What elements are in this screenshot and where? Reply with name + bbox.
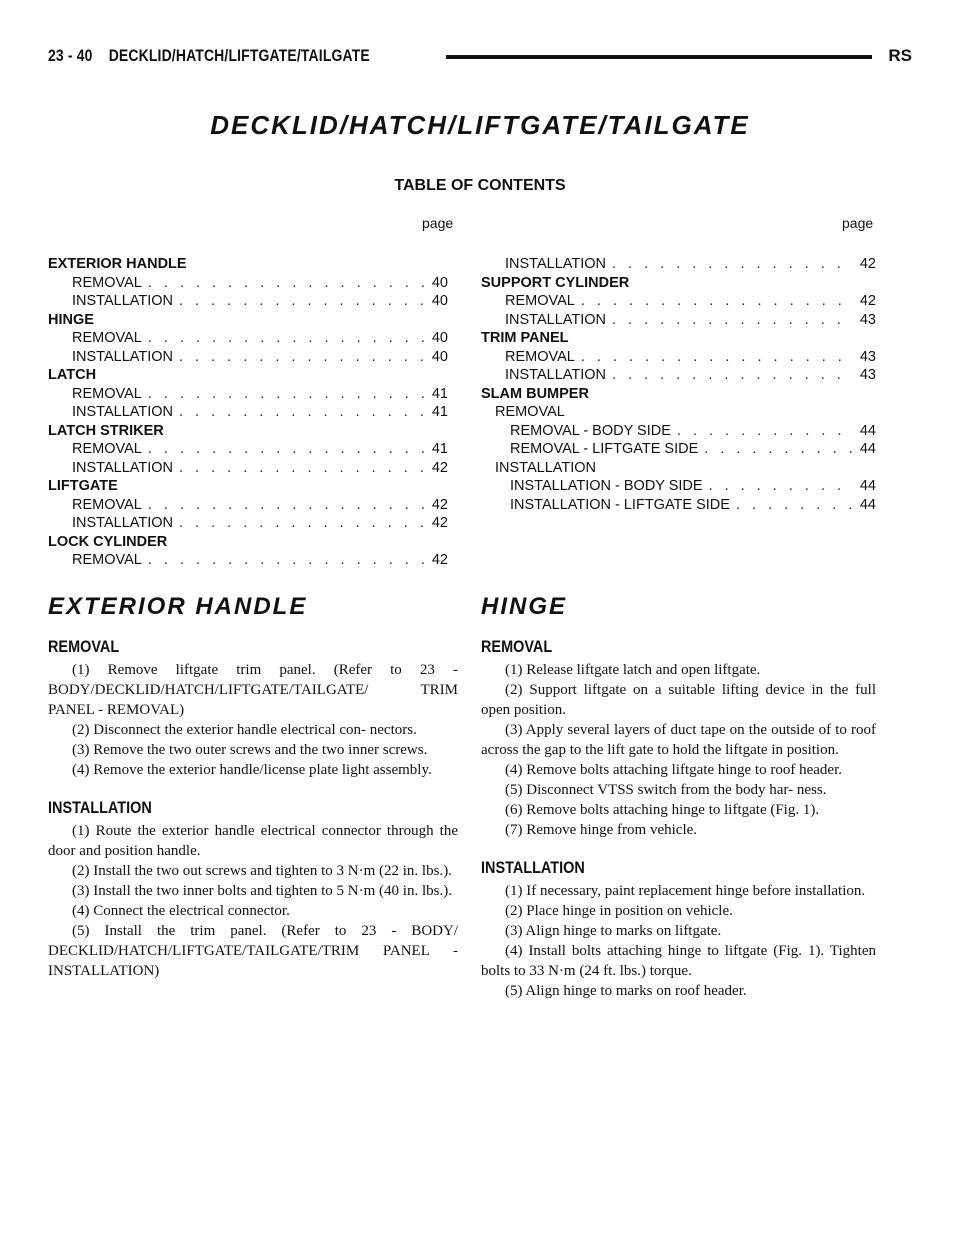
procedure-step: (1) Remove liftgate trim panel. (Refer to 23 - BODY/DECKLID/HATCH/LIFTGATE/TAILGATE/ TRIM PANEL - REMOVAL) [48,662,458,718]
toc-entry[interactable]: INSTALLATION . . . 40 [48,292,448,311]
toc-entry[interactable]: REMOVAL . . . 41 [48,440,448,459]
toc-entry[interactable]: REMOVAL - BODY SIDE . . . 44 [481,422,876,441]
procedure-step: (4) Remove bolts attaching liftgate hinge to roof header. [505,762,842,778]
toc-entry[interactable]: HINGE [48,311,94,328]
toc-entry[interactable]: REMOVAL . . . 42 [48,496,448,515]
toc-entry[interactable]: INSTALLATION - LIFTGATE SIDE . . . 44 [481,496,876,515]
procedure-step: (1) Release liftgate latch and open liftgate. [505,662,761,678]
toc-entry[interactable]: INSTALLATION . . . 42 [48,459,448,478]
installation-heading: INSTALLATION [48,798,152,817]
toc-entry[interactable]: REMOVAL . . . 41 [48,385,448,404]
procedure-step: (1) If necessary, paint replacement hinge before installation. [505,883,866,899]
procedure-step: (5) Install the trim panel. (Refer to 23 - BODY/ DECKLID/HATCH/LIFTGATE/TAILGATE/TRIM PANEL - INSTALLATION) [48,923,458,979]
toc-title: TABLE OF CONTENTS [394,177,566,194]
toc-entry[interactable]: INSTALLATION . . . 41 [48,403,448,422]
removal-heading: REMOVAL [481,637,553,656]
procedure-step: (1) Route the exterior handle electrical connector through the door and position handle. [48,823,458,859]
toc-entry[interactable]: INSTALLATION . . . 42 [48,514,448,533]
header-code: RS [888,46,912,65]
toc-entry[interactable]: INSTALLATION [495,459,596,476]
procedure-step: (4) Install bolts attaching hinge to liftgate (Fig. 1). Tighten bolts to 33 N·m (24 ft. lbs.) torque. [481,943,876,979]
procedure-step: (6) Remove bolts attaching hinge to liftgate (Fig. 1). [505,802,820,818]
toc-entry[interactable]: SUPPORT CYLINDER [481,274,630,291]
toc-left-column [48,255,448,570]
section-heading: EXTERIOR HANDLE [48,593,308,620]
toc-entry[interactable]: REMOVAL . . . 42 [48,551,448,570]
header-left [48,46,370,66]
procedure-step: (2) Place hinge in position on vehicle. [505,903,733,919]
page-header [48,46,912,74]
toc-entry[interactable]: INSTALLATION . . . 42 [481,255,876,274]
toc-entry[interactable]: LOCK CYLINDER [48,533,168,550]
toc-entry[interactable]: REMOVAL . . . 42 [481,292,876,311]
toc-right-column [481,255,876,514]
toc-entry[interactable]: EXTERIOR HANDLE [48,256,187,272]
toc-entry[interactable]: TRIM PANEL [481,330,569,346]
toc-entry[interactable]: INSTALLATION . . . 43 [481,311,876,330]
procedure-step: (7) Remove hinge from vehicle. [505,822,698,838]
procedure-step: (3) Install the two inner bolts and tighten to 5 N·m (40 in. lbs.). [72,883,452,899]
toc-entry[interactable]: INSTALLATION - BODY SIDE . . . 44 [481,477,876,496]
toc-page-label-left: page [422,215,454,231]
installation-heading: INSTALLATION [481,858,585,877]
toc-entry[interactable]: REMOVAL - LIFTGATE SIDE . . . 44 [481,440,876,459]
exterior-handle-section [48,593,458,981]
section-heading: HINGE [481,593,568,620]
hinge-section [481,593,876,1001]
procedure-step: (5) Disconnect VTSS switch from the body har- ness. [505,782,827,798]
procedure-step: (3) Remove the two outer screws and the two inner screws. [72,742,428,758]
toc-entry[interactable]: INSTALLATION . . . 43 [481,366,876,385]
toc-entry[interactable]: INSTALLATION . . . 40 [48,348,448,367]
toc-entry[interactable]: SLAM BUMPER [481,385,589,402]
toc-entry[interactable]: LATCH [48,367,97,383]
toc-entry[interactable]: REMOVAL . . . 43 [481,348,876,367]
procedure-step: (3) Align hinge to marks on liftgate. [505,923,722,939]
header-page-ref: 23 - 40 [48,46,93,65]
procedure-step: (2) Disconnect the exterior handle electrical con- nectors. [72,722,417,738]
procedure-step: (2) Install the two out screws and tighten to 3 N·m (22 in. lbs.). [72,863,452,879]
header-section: DECKLID/HATCH/LIFTGATE/TAILGATE [108,46,370,65]
procedure-step: (2) Support liftgate on a suitable lifting device in the full open position. [481,682,876,718]
removal-heading: REMOVAL [48,637,120,656]
procedure-step: (5) Align hinge to marks on roof header. [505,983,747,999]
procedure-step: (4) Remove the exterior handle/license plate light assembly. [72,762,432,778]
document-title: DECKLID/HATCH/LIFTGATE/TAILGATE [210,110,750,140]
toc-entry[interactable]: LIFTGATE [48,478,118,494]
toc-entry[interactable]: REMOVAL . . . 40 [48,274,448,293]
toc-page-label-right: page [842,215,874,231]
procedure-step: (4) Connect the electrical connector. [72,903,290,919]
toc-entry[interactable]: REMOVAL [495,404,565,420]
toc-entry[interactable]: LATCH STRIKER [48,422,164,439]
toc-entry[interactable]: REMOVAL . . . 40 [48,329,448,348]
procedure-step: (3) Apply several layers of duct tape on the outside of to roof across the gap to the lift gate to hold the liftgate in position. [481,722,876,758]
header-rule [446,55,872,59]
